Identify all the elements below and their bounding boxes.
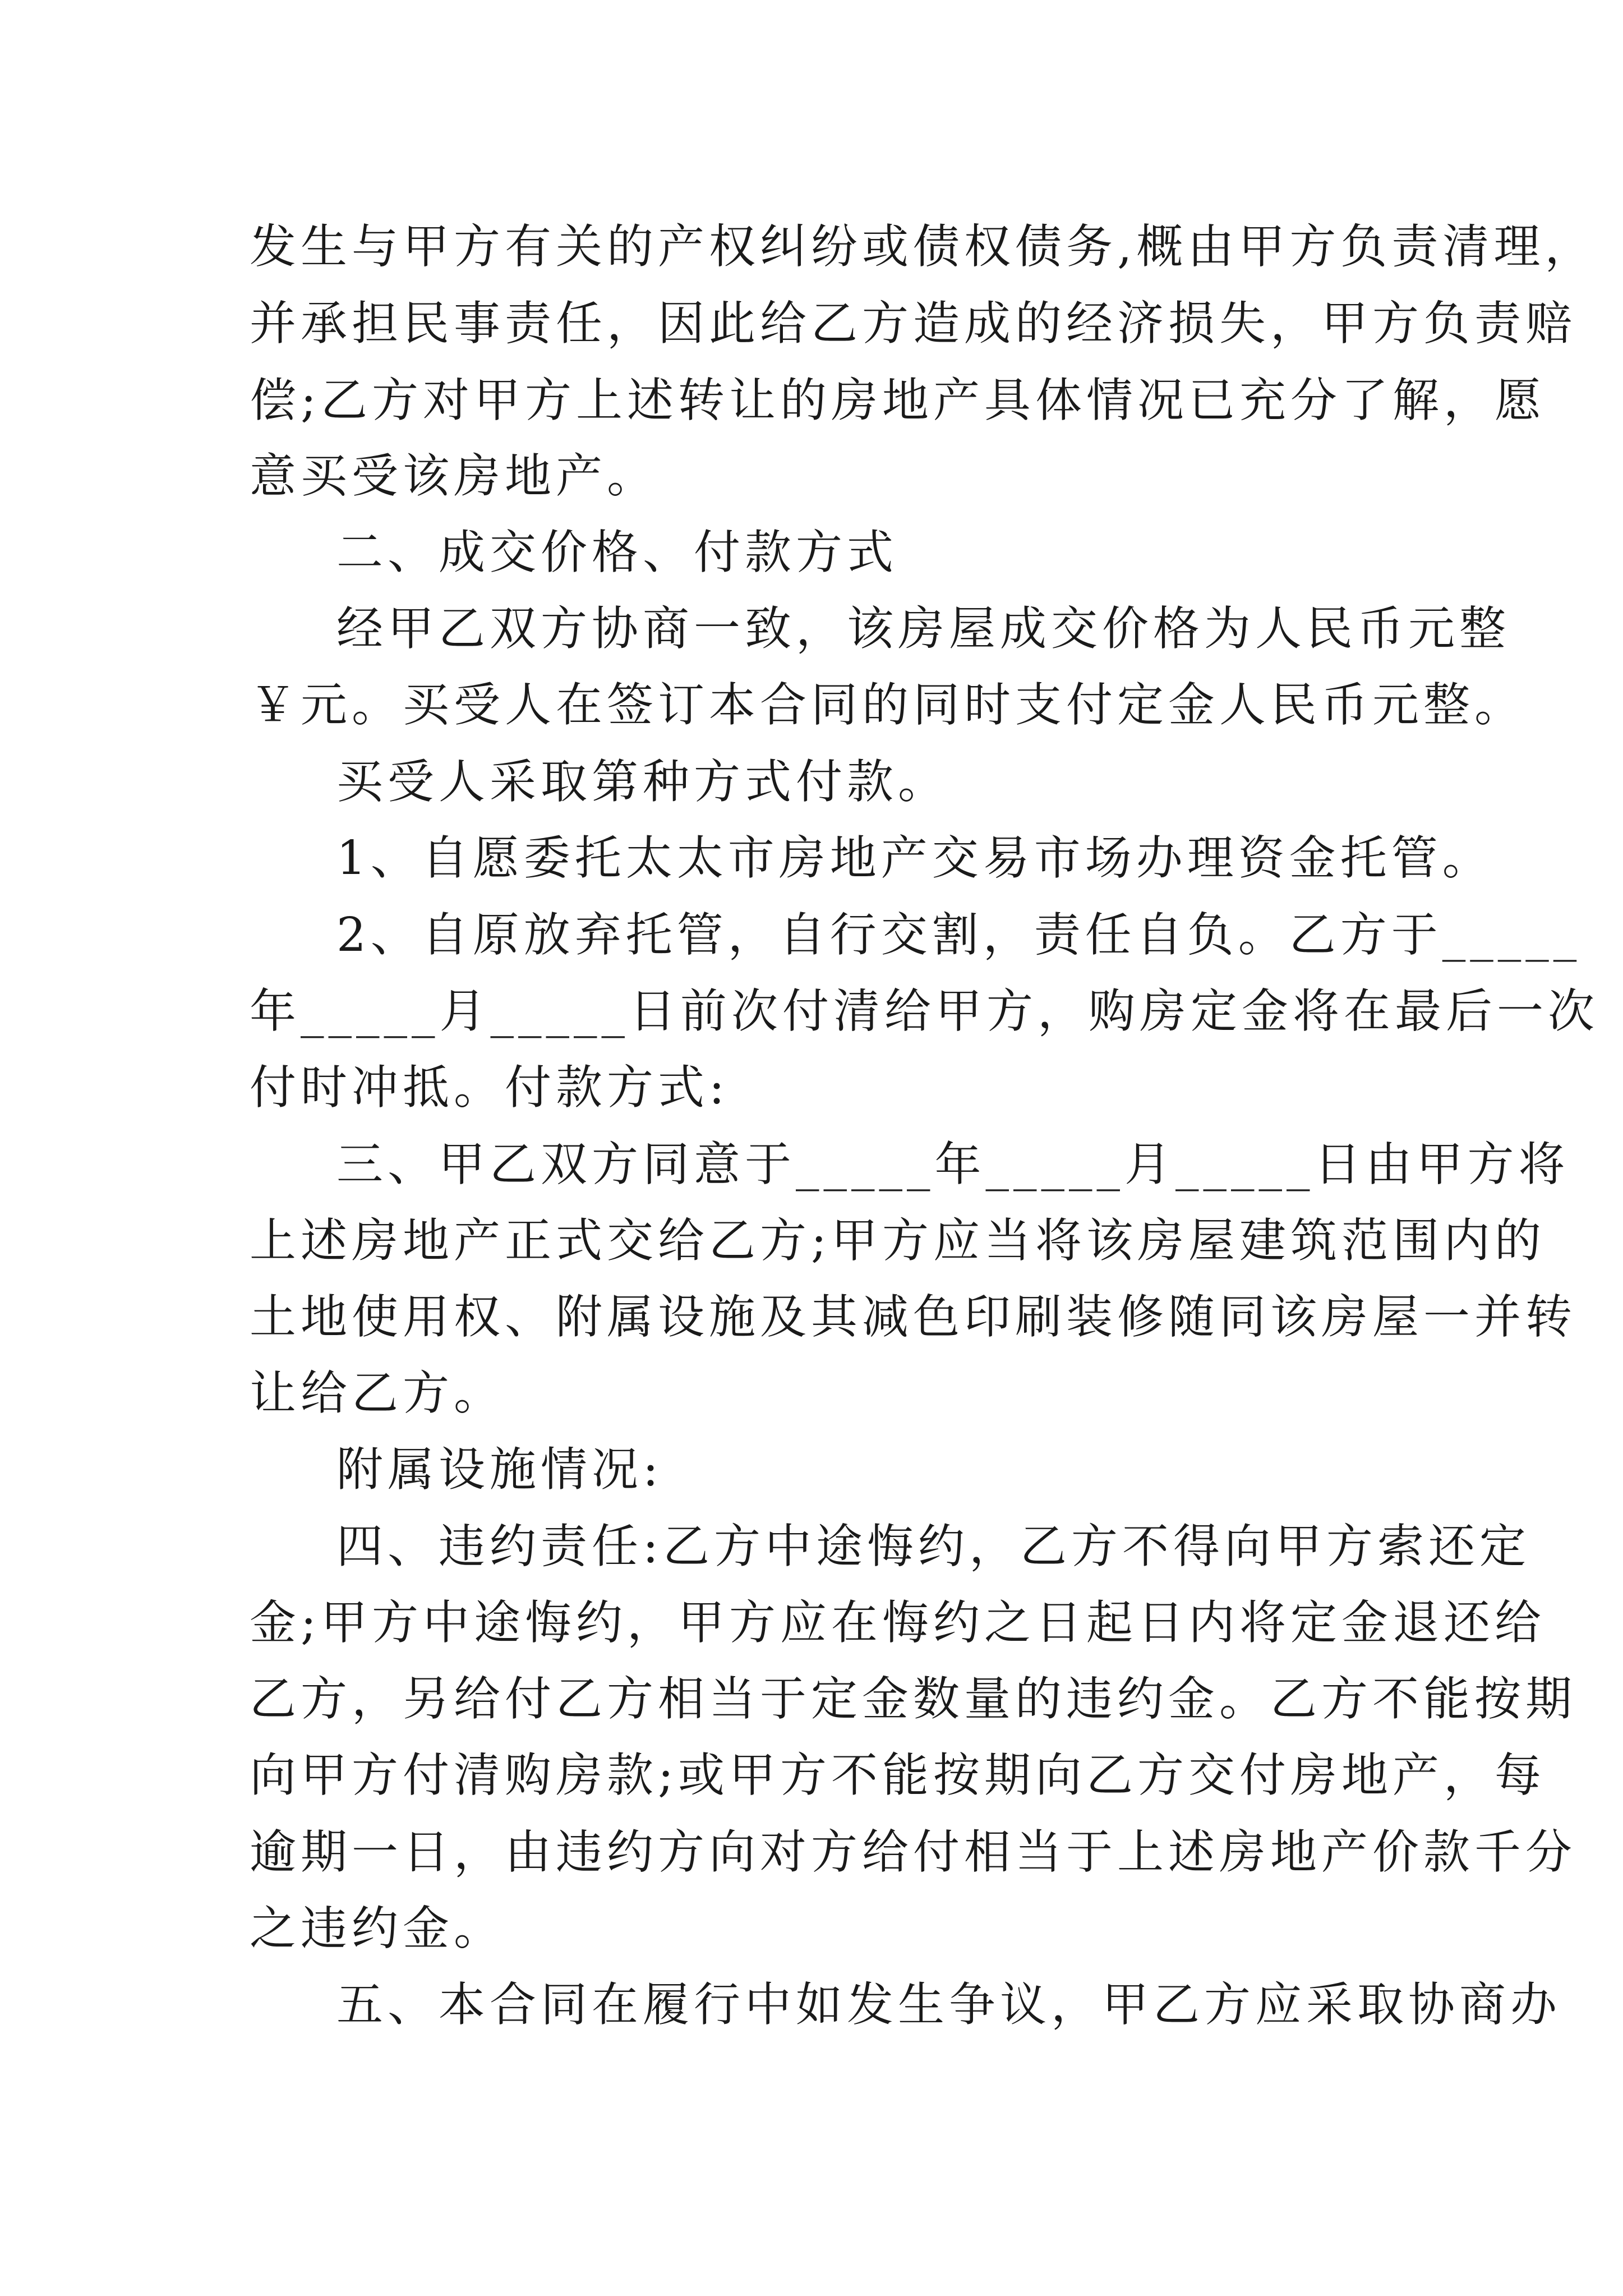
text-line: 经甲乙双方协商一致，该房屋成交价格为人民币元整 [336,601,1510,656]
text-line: 意买受该房地产。 [250,449,658,503]
section-heading: 五、本合同在履行中如发生争议，甲乙方应采取协商办 [336,1977,1561,2032]
text-line: 向甲方付清购房款;或甲方不能按期向乙方交付房地产，每 [250,1748,1546,1802]
text-line: 并承担民事责任，因此给乙方造成的经济损失，甲方负责赔 [250,296,1576,351]
text-line: 年_____月_____日前次付清给甲方，购房定金将在最后一次 [250,984,1599,1038]
text-line: 乙方，另给付乙方相当于定金数量的违约金。乙方不能按期 [250,1672,1576,1726]
text-line: 附属设施情况: [336,1442,663,1497]
text-line: 买受人采取第种方式付款。 [336,754,949,809]
text-line: 土地使用权、附属设施及其减色印刷装修随同该房屋一并转 [250,1290,1576,1344]
text-line: 金;甲方中途悔约，甲方应在悔约之日起日内将定金退还给 [250,1595,1546,1650]
text-line: 发生与甲方有关的产权纠纷或债权债务,概由甲方负责清理， [250,219,1596,274]
text-line: 之违约金。 [250,1901,505,1955]
text-line: 1、自愿委托太太市房地产交易市场办理资金托管。 [336,831,1493,885]
section-heading: 二、成交价格、付款方式 [336,525,898,579]
text-line: 上述房地产正式交给乙方;甲方应当将该房屋建筑范围内的 [250,1213,1546,1268]
text-line: 逾期一日，由违约方向对方给付相当于上述房地产价款千分 [250,1825,1576,1879]
text-line: 付时冲抵。付款方式: [250,1060,729,1115]
section-heading: 三、甲乙双方同意于_____年_____月_____日由甲方将 [336,1137,1570,1191]
section-heading: 四、违约责任:乙方中途悔约，乙方不得向甲方索还定 [336,1519,1530,1573]
text-line: 让给乙方。 [250,1366,505,1420]
text-line: 2、自原放弃托管，自行交割，责任自负。乙方于_____ [336,908,1581,962]
text-line: ￥元。买受人在签订本合同的同时支付定金人民币元整。 [250,678,1525,732]
text-line: 偿;乙方对甲方上述转让的房地产具体情况已充分了解，愿 [250,373,1546,427]
